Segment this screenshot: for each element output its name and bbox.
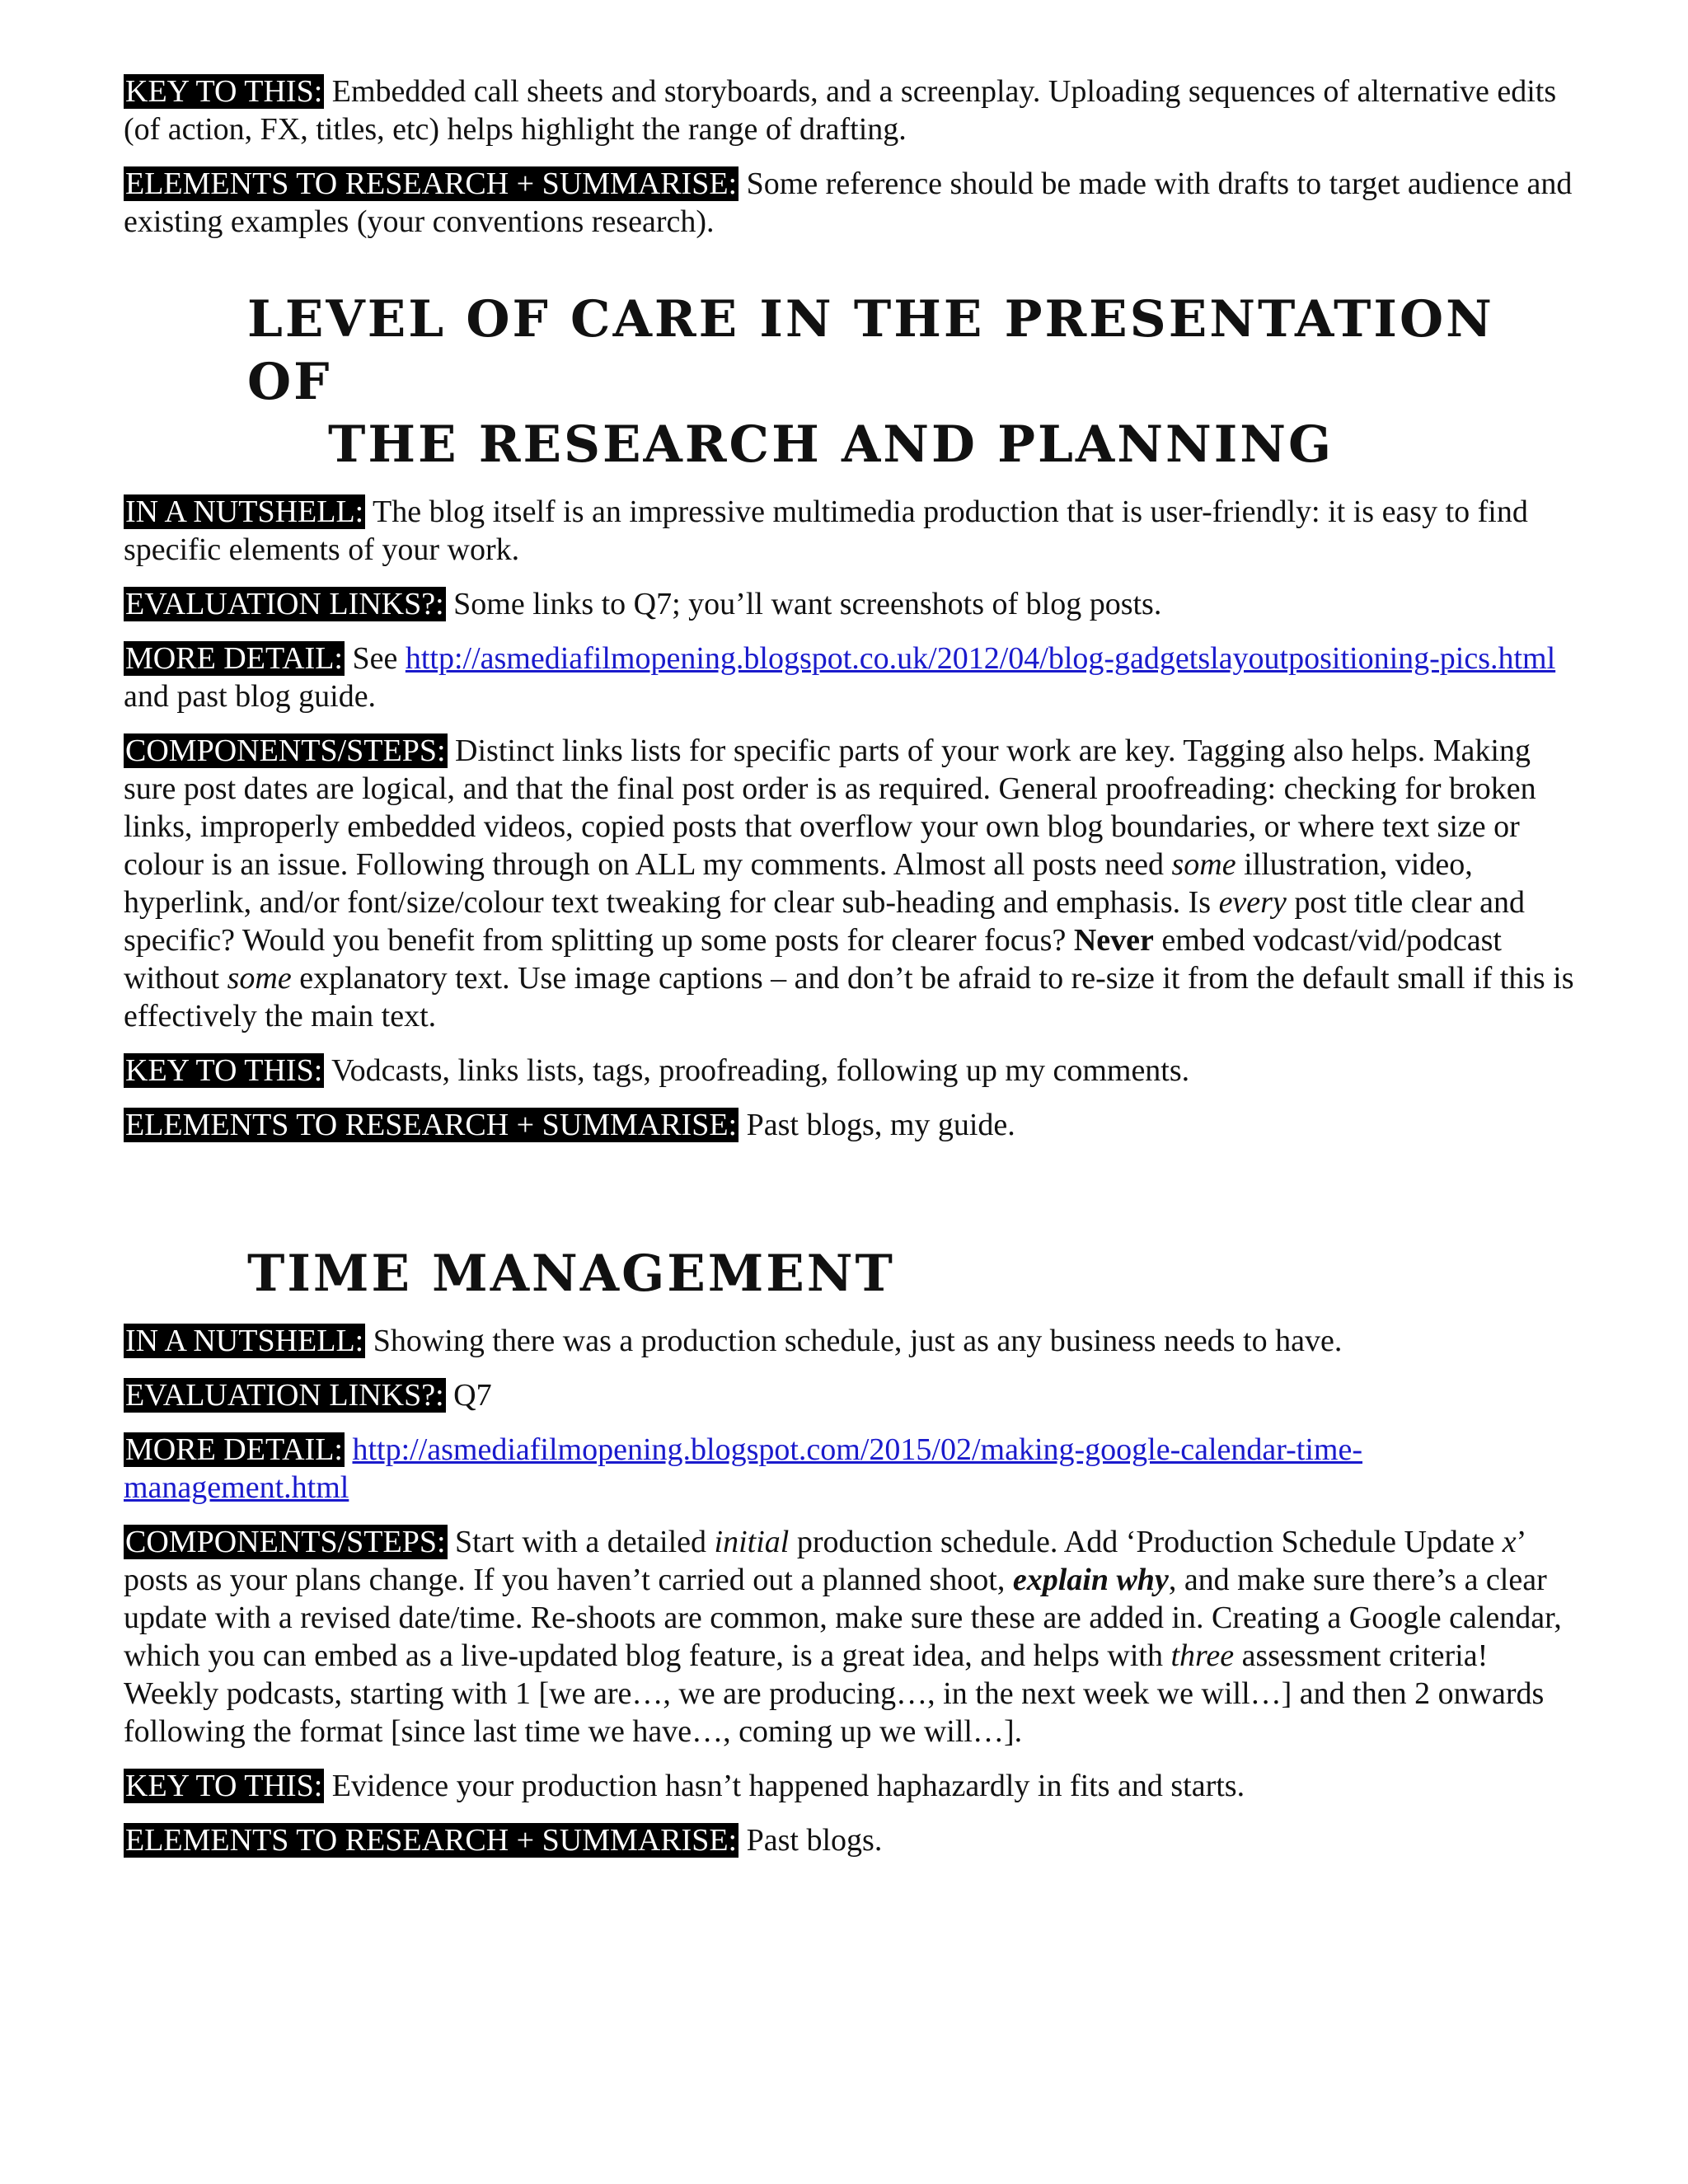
components-text: explanatory text. Use image captions – and don’t be afraid to re-size it from the default small if this is effectively the main text. [124,961,1574,1033]
components-emphasis: explain why [1012,1563,1169,1597]
evaluation-links-text: Some links to Q7; you’ll want screenshots of blog posts. [453,587,1162,621]
components-emphasis: some [1171,847,1236,882]
more-detail-label: MORE DETAIL: [125,1432,343,1467]
nutshell-label: IN A NUTSHELL: [125,1324,364,1358]
elements-to-research-label: ELEMENTS TO RESEARCH + SUMMARISE: [125,1823,738,1858]
blog-gadgets-link[interactable]: http://asmediafilmopening.blogspot.co.uk/2012/04/blog-gadgetslayoutpositioning-pics.html [405,641,1556,676]
more-detail-prefix: See [352,641,398,676]
key-to-this-label: KEY TO THIS: [125,1053,323,1088]
components-label: COMPONENTS/STEPS: [125,1525,446,1559]
section-heading-level-of-care [124,288,1587,476]
evaluation-links-label: EVALUATION LINKS?: [125,1378,444,1413]
components-label: COMPONENTS/STEPS: [125,733,446,768]
key-to-this-text: Vodcasts, links lists, tags, proofreading, following up my comments. [331,1053,1190,1088]
heading-line: LEVEL OF CARE IN THE PRESENTATION OF [247,290,1494,411]
elements-to-research-label: ELEMENTS TO RESEARCH + SUMMARISE: [125,1108,738,1142]
nutshell-label: IN A NUTSHELL: [125,494,364,529]
elements-to-research-label: ELEMENTS TO RESEARCH + SUMMARISE: [125,166,738,201]
section-spacer [124,1160,1587,1243]
components-emphasis: three [1170,1638,1235,1673]
more-detail-suffix: and past blog guide. [124,679,377,714]
nutshell-text: Showing there was a production schedule, just as any business needs to have. [373,1324,1343,1358]
components-text: assessment criteria! Weekly podcasts, starting with 1 [we are…, we are producing…, in the next week we will…] and then 2 onwards following the format [since last time we have…, coming up we will…]. [124,1638,1545,1749]
nutshell-text: The blog itself is an impressive multimedia production that is user-friendly: it is easy to find specific elements of your work. [124,494,1528,567]
key-to-this-paragraph [124,1052,1587,1090]
components-text: Distinct links lists for specific parts of your work are key. Tagging also helps. Making sure post dates are logical, and that the final post order is as required. General proofreading: checking for broken links, improperly embedded videos, copied posts that overflow your own blog boundaries, or where text size or colour is an issue. Following through on ALL my comments. Almost all posts need [124,733,1536,882]
more-detail-label: MORE DETAIL: [125,641,343,676]
evaluation-links-text: Q7 [453,1378,492,1413]
document-page [124,73,1587,1876]
components-text: Start with a detailed [455,1525,707,1559]
key-to-this-text: Evidence your production hasn’t happened haphazardly in fits and starts. [331,1769,1245,1803]
more-detail-paragraph [124,640,1587,715]
components-paragraph [124,1523,1587,1750]
elements-to-research-paragraph [124,1821,1587,1859]
key-to-this-label: KEY TO THIS: [125,1769,323,1803]
components-paragraph [124,732,1587,1035]
components-emphasis: x [1502,1525,1517,1559]
heading-line: TIME MANAGEMENT [247,1244,895,1303]
section-heading-time-management [124,1243,1587,1305]
components-text: post title clear and specific? Would you benefit from splitting up some posts for clearer focus? [124,885,1525,958]
nutshell-paragraph [124,1322,1587,1360]
key-to-this-paragraph [124,73,1587,148]
section-spacer [124,257,1587,288]
heading-line: THE RESEARCH AND PLANNING [328,415,1334,474]
elements-to-research-text: Past blogs, my guide. [746,1108,1015,1142]
components-text: production schedule. Add ‘Production Schedule Update [796,1525,1495,1559]
key-to-this-text: Embedded call sheets and storyboards, and a screenplay. Uploading sequences of alternative edits (of action, FX, titles, etc) helps highlight the range of drafting. [124,74,1557,147]
components-bold: Never [1073,923,1154,958]
components-bold [1013,1563,1169,1597]
nutshell-paragraph [124,493,1587,569]
evaluation-links-label: EVALUATION LINKS?: [125,587,444,621]
key-to-this-paragraph [124,1767,1587,1805]
components-text: illustration, video, hyperlink, and/or font/size/colour text tweaking for clear sub-heading and emphasis. Is [124,847,1473,920]
elements-to-research-text: Past blogs. [746,1823,883,1858]
components-text: embed vodcast/vid/podcast without [124,923,1502,996]
components-emphasis: some [227,961,292,996]
components-emphasis: every [1218,885,1287,920]
components-text: , and make sure there’s a clear update with a revised date/time. Re-shoots are common, make sure these are added in. Creating a Google calendar, which you can embed as a live-updated blog feature, is a great idea, and helps with [124,1563,1562,1673]
evaluation-links-paragraph [124,585,1587,623]
key-to-this-label: KEY TO THIS: [125,74,323,109]
components-emphasis: initial [714,1525,790,1559]
elements-to-research-paragraph [124,165,1587,241]
components-text: ’ posts as your plans change. If you haven’t carried out a planned shoot, [124,1525,1525,1597]
google-calendar-link[interactable]: http://asmediafilmopening.blogspot.com/2015/02/making-google-calendar-time-management.html [124,1432,1363,1505]
elements-to-research-paragraph [124,1106,1587,1144]
more-detail-paragraph [124,1431,1587,1507]
elements-to-research-text: Some reference should be made with drafts to target audience and existing examples (your conventions research). [124,166,1573,239]
evaluation-links-paragraph [124,1376,1587,1414]
